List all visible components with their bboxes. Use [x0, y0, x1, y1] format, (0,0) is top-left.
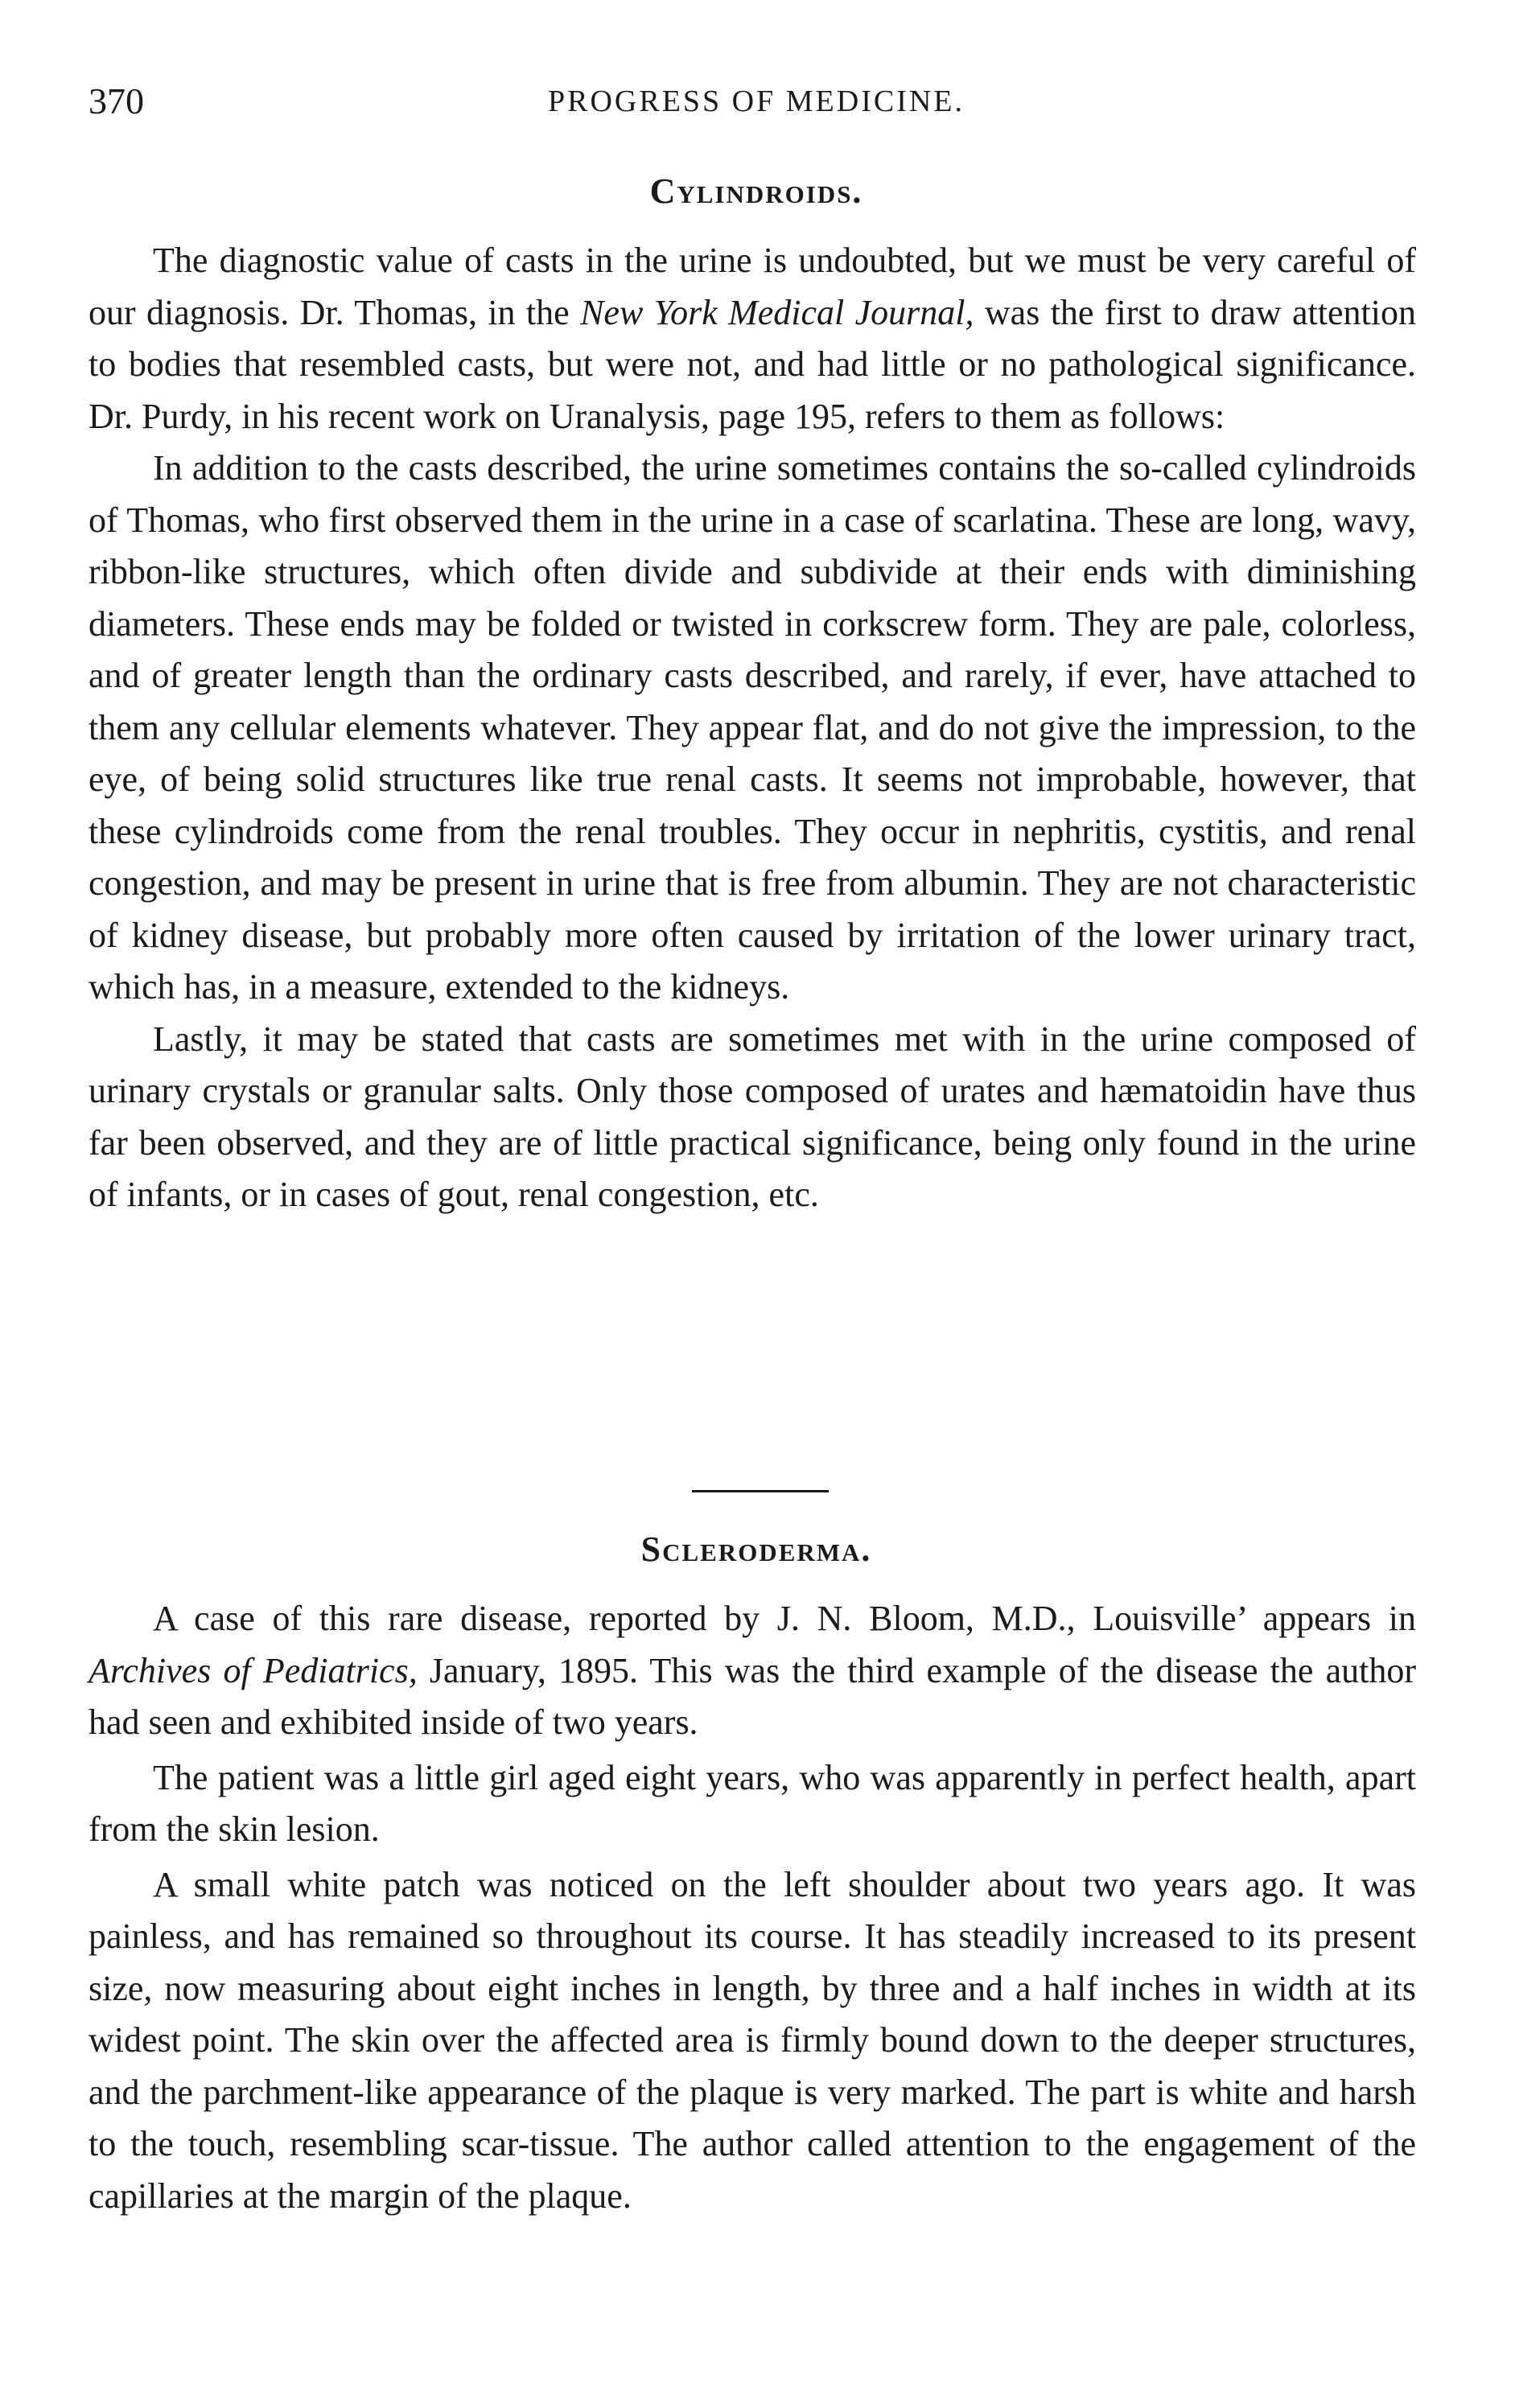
quoted-passage — [89, 442, 1416, 1014]
intro-text-2: was the first to draw attention to bodies that resembled casts, but were not, and had little or no pathological significance. Dr. Purdy, in his recent work on Uranalysis, page 195, refers to them as follows: — [89, 292, 1416, 436]
section-divider — [692, 1490, 829, 1492]
intro-text-1: The diagnostic value of casts in the urine is undoubted, but we must be very careful of our diagnosis. Dr. Thomas, in the — [89, 241, 1416, 332]
book-page — [89, 0, 1424, 2408]
intro-paragraph — [89, 235, 1416, 442]
running-head — [89, 77, 1424, 126]
section-body-scleroderma — [89, 1593, 1416, 2222]
quote-paragraph: In addition to the casts described, the urine sometimes contains the so-called cylindroids of Thomas, who first observed them in the urine in a case of scarlatina. These are long, wavy, ribbon-like structures, which often divide and subdivide at their ends with diminishing diameters. These ends may be folded or twisted in corkscrew form. They are pale, colorless, and of greater length than the ordinary casts described, and rarely, if ever, have attached to them any cellular elements whatever. They appear flat, and do not give the impression, to the eye, of being solid structures like true renal casts. It seems not improbable, however, that these cylindroids come from the renal troubles. They occur in nephritis, cystitis, and renal congestion, and may be present in urine that is free from albumin. They are not characteristic of kidney disease, but probably more often caused by irritation of the lower urinary tract, which has, in a measure, extended to the kidneys. — [89, 448, 1416, 1006]
page-number: 370 — [89, 80, 144, 121]
p1-text-1: A case of this rare disease, reported by J. N. Bloom, M.D., Louisville’ appears in — [153, 1599, 1416, 1638]
section-heading-scleroderma: Scleroderma. — [640, 1529, 872, 1569]
scleroderma-paragraph-3: A small white patch was noticed on the left shoulder about two years ago. It was painless, and has remained so throughout its course. It has steadily increased to its present size, now measuring about eight inches in length, by three and a half inches in width at its widest point. The skin over the affected area is firmly bound down to the deeper structures, and the parchment-like appearance of the plaque is very marked. The part is white and harsh to the touch, resembling scar-tissue. The author called attention to the engagement of the capillaries at the margin of the plaque. — [89, 1864, 1416, 2216]
journal-title-archives: Archives of Pediatrics, — [89, 1650, 418, 1690]
scleroderma-paragraph-2: The patient was a little girl aged eight years, who was apparently in perfect health, apart from the skin lesion. — [89, 1757, 1416, 1849]
section-body-cylindroids — [89, 235, 1416, 1221]
running-title: PROGRESS OF MEDICINE. — [547, 84, 965, 118]
closing-paragraph: Lastly, it may be stated that casts are sometimes met with in the urine composed of urinary crystals or granular salts. Only those composed of urates and hæmatoidin have thus far been observed, and they are of little practical significance, being only found in the urine of infants, or in cases of gout, renal congestion, etc. — [89, 1019, 1416, 1214]
journal-title: New York Medical Journal, — [580, 292, 974, 332]
p1-text-2: January, 1895. This was the third example of the disease the author had seen and exhibited inside of two years. — [89, 1650, 1416, 1742]
section-heading-cylindroids: Cylindroids. — [649, 171, 863, 211]
scleroderma-paragraph-1 — [89, 1593, 1416, 1749]
